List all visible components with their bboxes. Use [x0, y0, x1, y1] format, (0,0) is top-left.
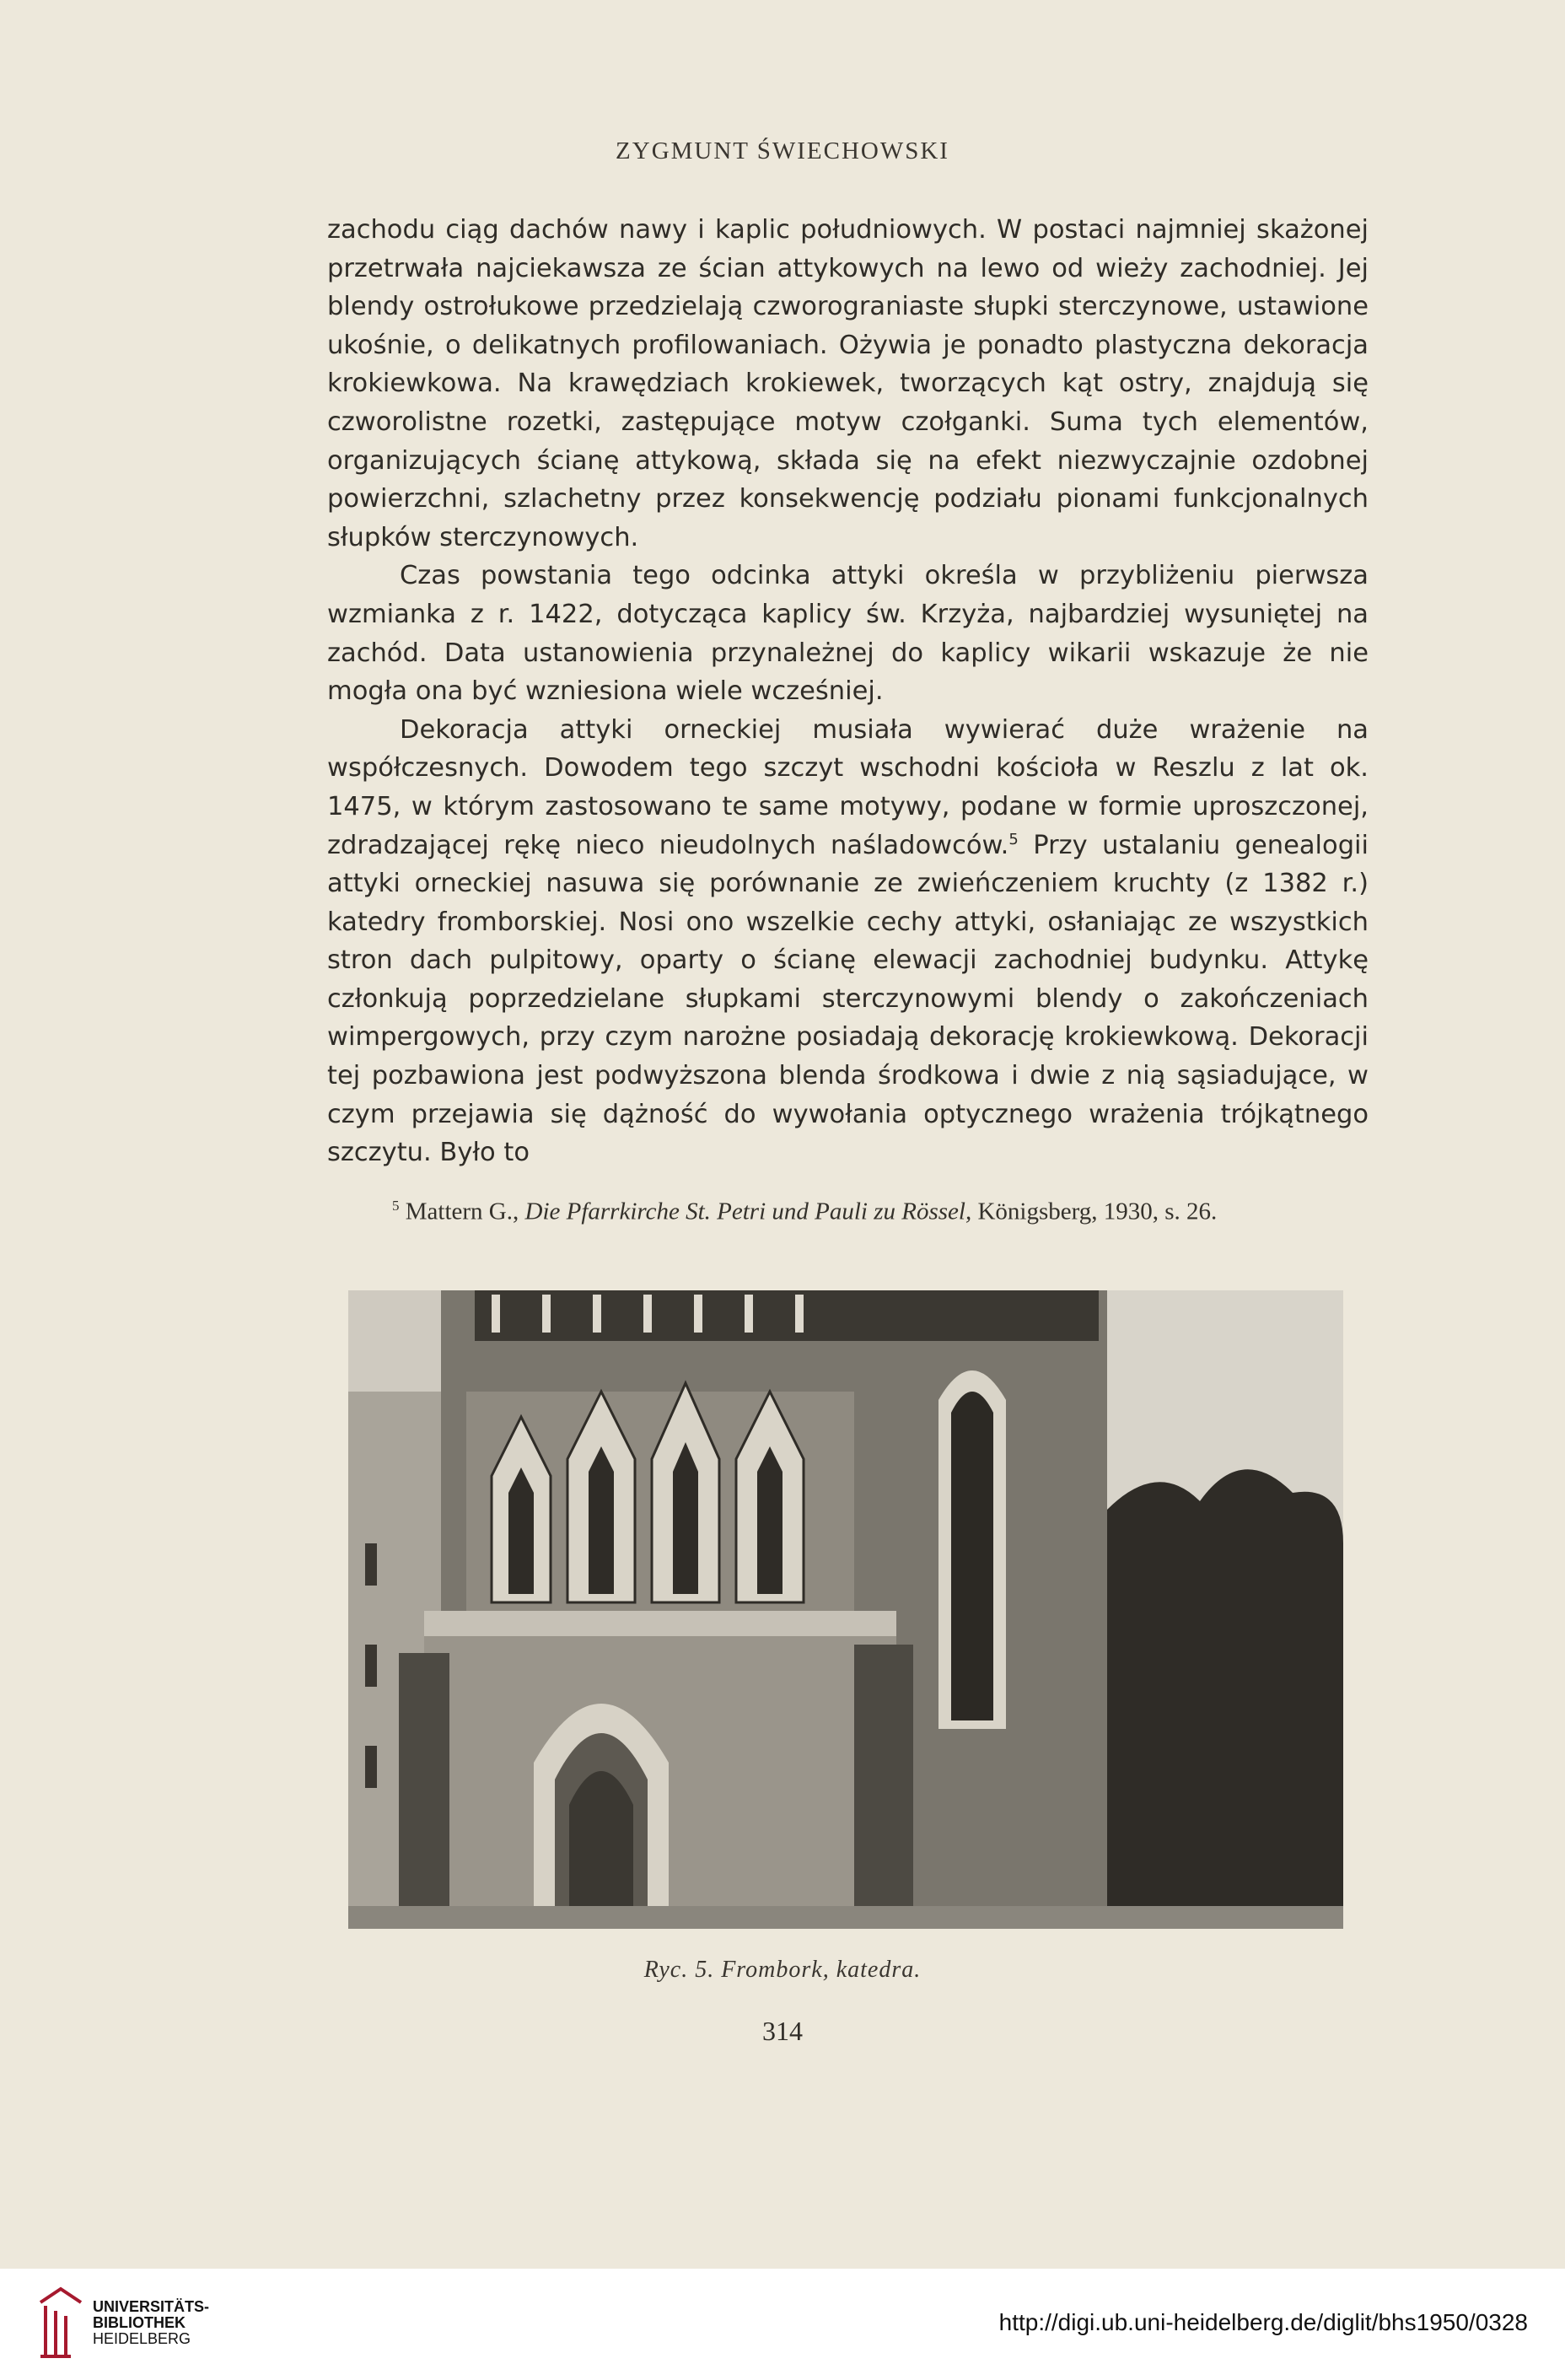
footnote — [325, 1189, 1369, 1229]
permalink-url[interactable]: http://digi.ub.uni-heidelberg.de/diglit/bhs1950/0328 — [998, 2309, 1528, 2335]
library-name — [93, 2299, 209, 2347]
paragraph — [327, 711, 1369, 1172]
footnote-author: Mattern G., — [405, 1198, 519, 1225]
paragraph-text: Dekoracja attyki orneckiej musiała wywierać duże wrażenie na współczesnych. Dowodem tego szczyt wschodni kościoła w Reszlu z lat ok. 1475, w którym zastosowano te same motywy, podane w formie uproszczonej, zdradzającej rękę nieco nieudolnych naśladowców. — [327, 714, 1369, 860]
cathedral-photo-illustration — [348, 1290, 1343, 1929]
library-name-line: UNIVERSITÄTS- — [93, 2298, 210, 2315]
running-head: ZYGMUNT ŚWIECHOWSKI — [616, 137, 949, 164]
library-name-line: HEIDELBERG — [93, 2330, 191, 2347]
paragraph-text: Przy ustalaniu genealogii attyki orneckiej nasuwa się porównanie ze zwieńczeniem kruchty (z 1382 r.) katedry fromborskiej. Nosi ono wszelkie cechy attyki, osłaniając ze wszystkich stron dach pulpitowy, oparty o ścianę elewacji zachodniej budynku. Attykę członkują poprzedzielane słupkami sterczynowymi blendy o zakończeniach wimpergowych, przy czym narożne posiadają dekorację krokiewkową. Dekoracji tej pozbawiona jest podwyższona blenda środkowa i dwie z nią sąsiadujące, w czym przejawia się dążność do wywołania optycznego wrażenia trójkątnego szczytu. Było to — [327, 830, 1369, 1168]
footnote-number: 5 — [392, 1198, 400, 1214]
footnote-rest: Königsberg, 1930, s. 26. — [977, 1198, 1218, 1225]
library-logo-icon — [37, 2286, 84, 2360]
cathedral-photograph — [348, 1290, 1343, 1929]
footnote-reference[interactable]: 5 — [1008, 830, 1019, 848]
paragraph: zachodu ciąg dachów nawy i kaplic południowych. W postaci najmniej skażonej przetrwała najciekawsza ze ścian attykowych na lewo od wieży zachodniej. Jej blendy ostrołukowe przedzielają czworograniaste słupki sterczynowe, ustawione ukośnie, o delikatnych profilowaniach. Ożywia je ponadto plastyczna dekoracja krokiewkowa. Na krawędziach krokiewek, tworzących kąt ostry, znajdują się czworolistne rozetki, zastępujące motyw czołganki. Suma tych elementów, organizujących ścianę attykową, składa się na efekt niezwyczajnie ozdobnej powierzchni, szlachetny przez konsekwencję podziału pionami funkcjonalnych słupków sterczynowych. — [327, 215, 1369, 552]
figure-caption: Ryc. 5. Frombork, katedra. — [643, 1957, 922, 1983]
body-text — [327, 211, 1369, 1172]
viewer-footer — [0, 2269, 1565, 2380]
library-name-line: BIBLIOTHEK — [93, 2314, 186, 2331]
paragraph: Czas powstania tego odcinka attyki określa w przybliżeniu pierwsza wzmianka z r. 1422, dotycząca kaplicy św. Krzyża, najbardziej wysuniętej na zachód. Data ustanowienia przynależnej do kaplicy wikarii wskazuje że nie mogła ona być wzniesiona wiele wcześniej. — [327, 561, 1369, 707]
page-number: 314 — [762, 2016, 803, 2046]
footnote-title: Die Pfarrkirche St. Petri und Pauli zu Rössel, — [524, 1198, 972, 1225]
